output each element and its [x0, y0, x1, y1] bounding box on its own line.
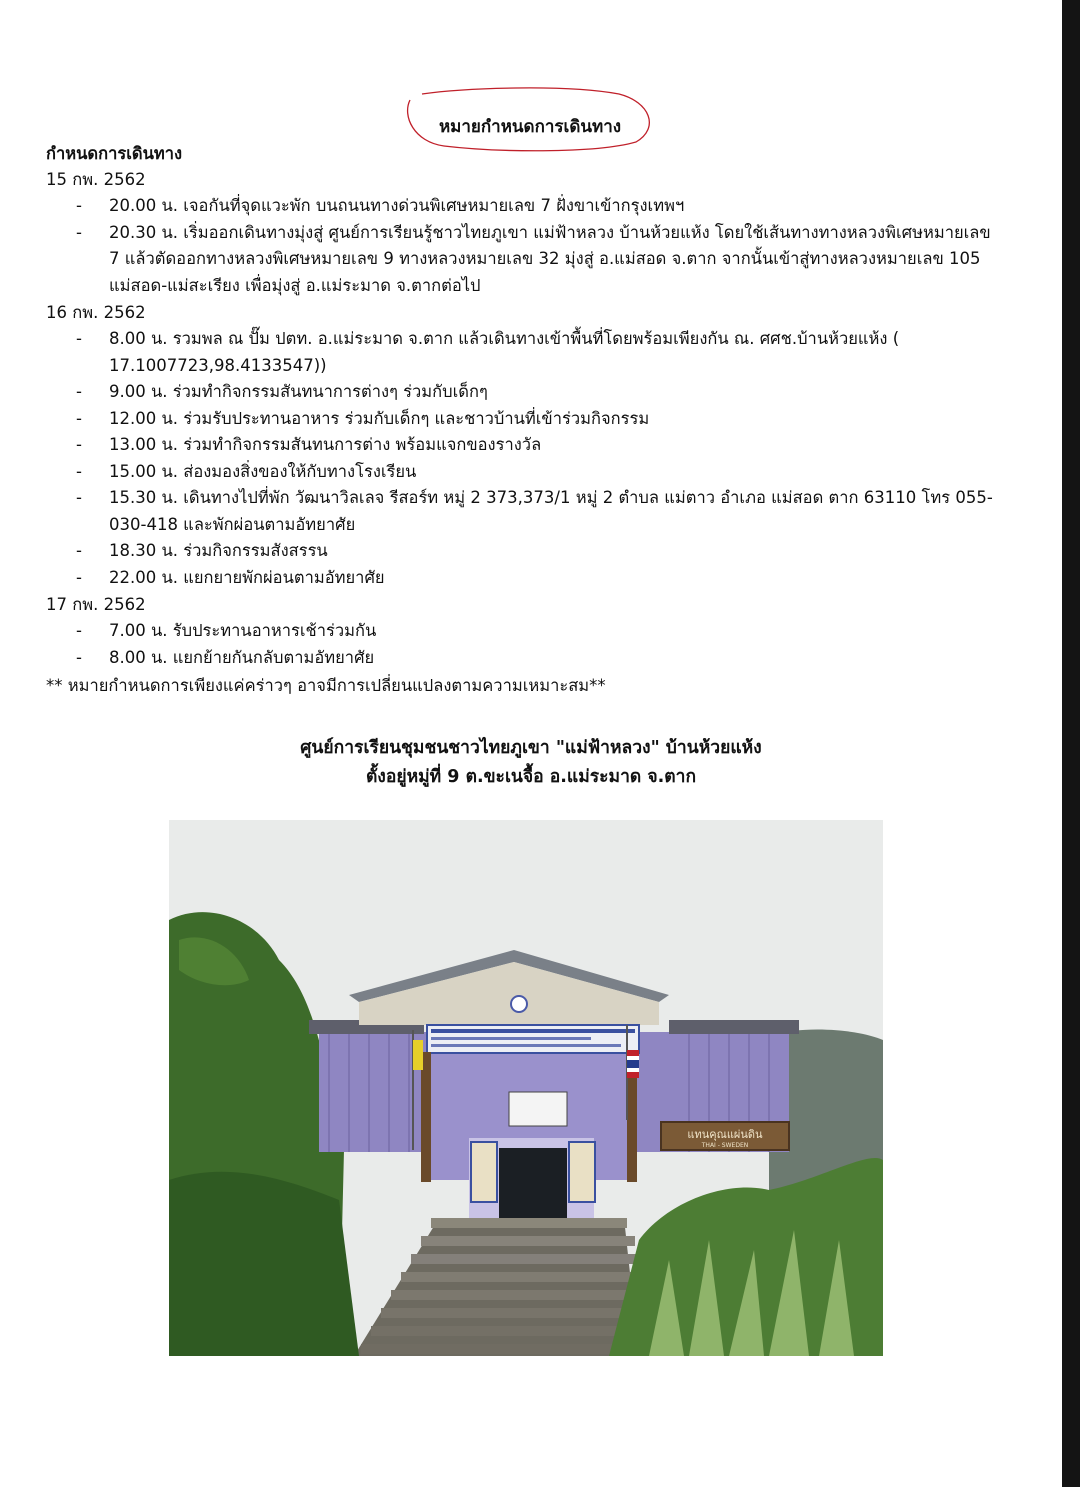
schedule-item	[46, 220, 1006, 300]
thai-flag	[627, 1050, 639, 1056]
schedule-list	[46, 193, 1006, 299]
schedule-item-text: 8.00 น. แยกย้ายกันกลับตามอัทยาศัย	[109, 647, 375, 667]
left-foreground	[169, 1172, 359, 1356]
schedule-item-text: 7.00 น. รับประทานอาหารเช้าร่วมกัน	[109, 621, 377, 640]
itinerary	[46, 141, 1006, 699]
day-block	[46, 166, 1006, 299]
thai-sweden-sign-text: แทนคุณแผ่นดิน	[687, 1128, 763, 1141]
day-block	[46, 299, 1006, 591]
bullet-dash: -	[76, 621, 82, 640]
schedule-item	[46, 459, 1006, 486]
school-photo	[169, 820, 883, 1356]
schedule-item	[46, 565, 1006, 592]
notice-board	[509, 1092, 567, 1126]
thai-sweden-sign-subtext: THAI - SWEDEN	[701, 1142, 749, 1149]
schedule-item	[46, 538, 1006, 565]
schedule-item	[46, 485, 1006, 538]
day-date: 17 กพ. 2562	[46, 595, 146, 614]
disclaimer-note: ** หมายกำหนดการเพียงแค่คร่าวๆ อาจมีการเปลี่ยนแปลงตามความเหมาะสม**	[46, 676, 606, 695]
schedule-item	[46, 379, 1006, 406]
schedule-item-text: 20.30 น. เริ่มออกเดินทางมุ่งสู่ ศูนย์การเรียนรู้ชาวไทยภูเขา แม่ฟ้าหลวง บ้านห้วยแห้ง โดยใช้เส้นทางทางหลวงพิเศษหมายเลข 7 แล้วตัดออกทางหลวงพิเศษหมายเลข 9 ทางหลวงหมายเลข 32 มุ่งสู่ อ.แม่สอด จ.ตาก จากนั้นเข้าสู่ทางหลวงหมายเลข 105 แม่สอด-แม่สะเรียง เพื่อมุ่งสู่ อ.แม่ระมาด จ.ตากต่อไป	[109, 222, 991, 295]
schedule-item	[46, 645, 1006, 672]
day-date: 16 กพ. 2562	[46, 303, 146, 322]
schedule-item	[46, 618, 1006, 645]
schedule-item-text: 18.30 น. ร่วมกิจกรรมสังสรรน	[109, 541, 328, 560]
poster-left	[471, 1142, 497, 1202]
school-building-illustration	[169, 820, 883, 1356]
schedule-item-text: 12.00 น. ร่วมรับประทานอาหาร ร่วมกับเด็กๆ และชาวบ้านที่เข้าร่วมกิจกรรม	[109, 408, 650, 428]
schedule-item-text: 15.00 น. ส่องมองสิ่งของให้กับทางโรงเรียน	[109, 461, 417, 481]
emblem-icon	[511, 996, 527, 1012]
edge-bar	[1062, 0, 1080, 1487]
schedule-item	[46, 193, 1006, 220]
bullet-dash: -	[76, 329, 82, 348]
bullet-dash: -	[76, 196, 82, 215]
porch-post-left	[421, 1052, 431, 1182]
schedule-item-text: 13.00 น. ร่วมทำกิจกรรมสันทนการต่าง พร้อมแจกของรางวัล	[109, 435, 542, 454]
photo-caption-title: ศูนย์การเรียนชุมชนชาวไทยภูเขา "แม่ฟ้าหลวง" บ้านห้วยแห้ง	[300, 738, 762, 758]
schedule-item	[46, 432, 1006, 459]
bullet-dash: -	[76, 408, 82, 428]
page-title: หมายกำหนดการเดินทาง	[438, 117, 622, 137]
doorway	[499, 1148, 567, 1218]
day-block	[46, 591, 1006, 671]
photo-caption-location: ตั้งอยู่หมู่ที่ 9 ต.ขะเนจื้อ อ.แม่ระมาด จ.ตาก	[365, 767, 697, 787]
schedule-item-text: 9.00 น. ร่วมทำกิจกรรมสันทนาการต่างๆ ร่วมกับเด็กๆ	[109, 382, 488, 401]
bullet-dash: -	[76, 435, 82, 454]
schedule-item	[46, 406, 1006, 433]
bullet-dash: -	[76, 541, 82, 560]
schedule-list	[46, 618, 1006, 671]
schedule-list	[46, 326, 1006, 591]
bullet-dash: -	[76, 567, 82, 587]
right-eave	[669, 1020, 799, 1034]
bullet-dash: -	[76, 222, 82, 242]
day-date: 15 กพ. 2562	[46, 170, 146, 189]
bullet-dash: -	[76, 382, 82, 401]
schedule-item-text: 22.00 น. แยกยายพักผ่อนตามอัทยาศัย	[109, 567, 385, 587]
schedule-item-text: 15.30 น. เดินทางไปที่พัก วัฒนาวิลเลจ รีสอร์ท หมู่ 2 373,373/1 หมู่ 2 ตำบล แม่ตาว อำเภอ แม่สอด ตาก 63110 โทร 055-030-418 และพักผ่อนตามอัทยาศัย	[109, 488, 993, 534]
bullet-dash: -	[76, 488, 82, 507]
bullet-dash: -	[76, 461, 82, 481]
section-heading: กำหนดการเดินทาง	[46, 144, 183, 163]
yellow-flag	[413, 1040, 423, 1070]
schedule-item-text: 20.00 น. เจอกันที่จุดแวะพัก บนถนนทางด่วนพิเศษหมายเลข 7 ฝั่งขาเข้ากรุงเทพฯ	[109, 196, 685, 215]
schedule-item-text: 8.00 น. รวมพล ณ ปั๊ม ปตท. อ.แม่ระมาด จ.ตาก แล้วเดินทางเข้าพื้นที่โดยพร้อมเพียงกัน ณ. ศศช.บ้านห้วยแห้ง ( 17.1007723,98.4133547))	[109, 329, 900, 375]
poster-right	[569, 1142, 595, 1202]
bullet-dash: -	[76, 647, 82, 667]
schedule-item	[46, 326, 1006, 379]
